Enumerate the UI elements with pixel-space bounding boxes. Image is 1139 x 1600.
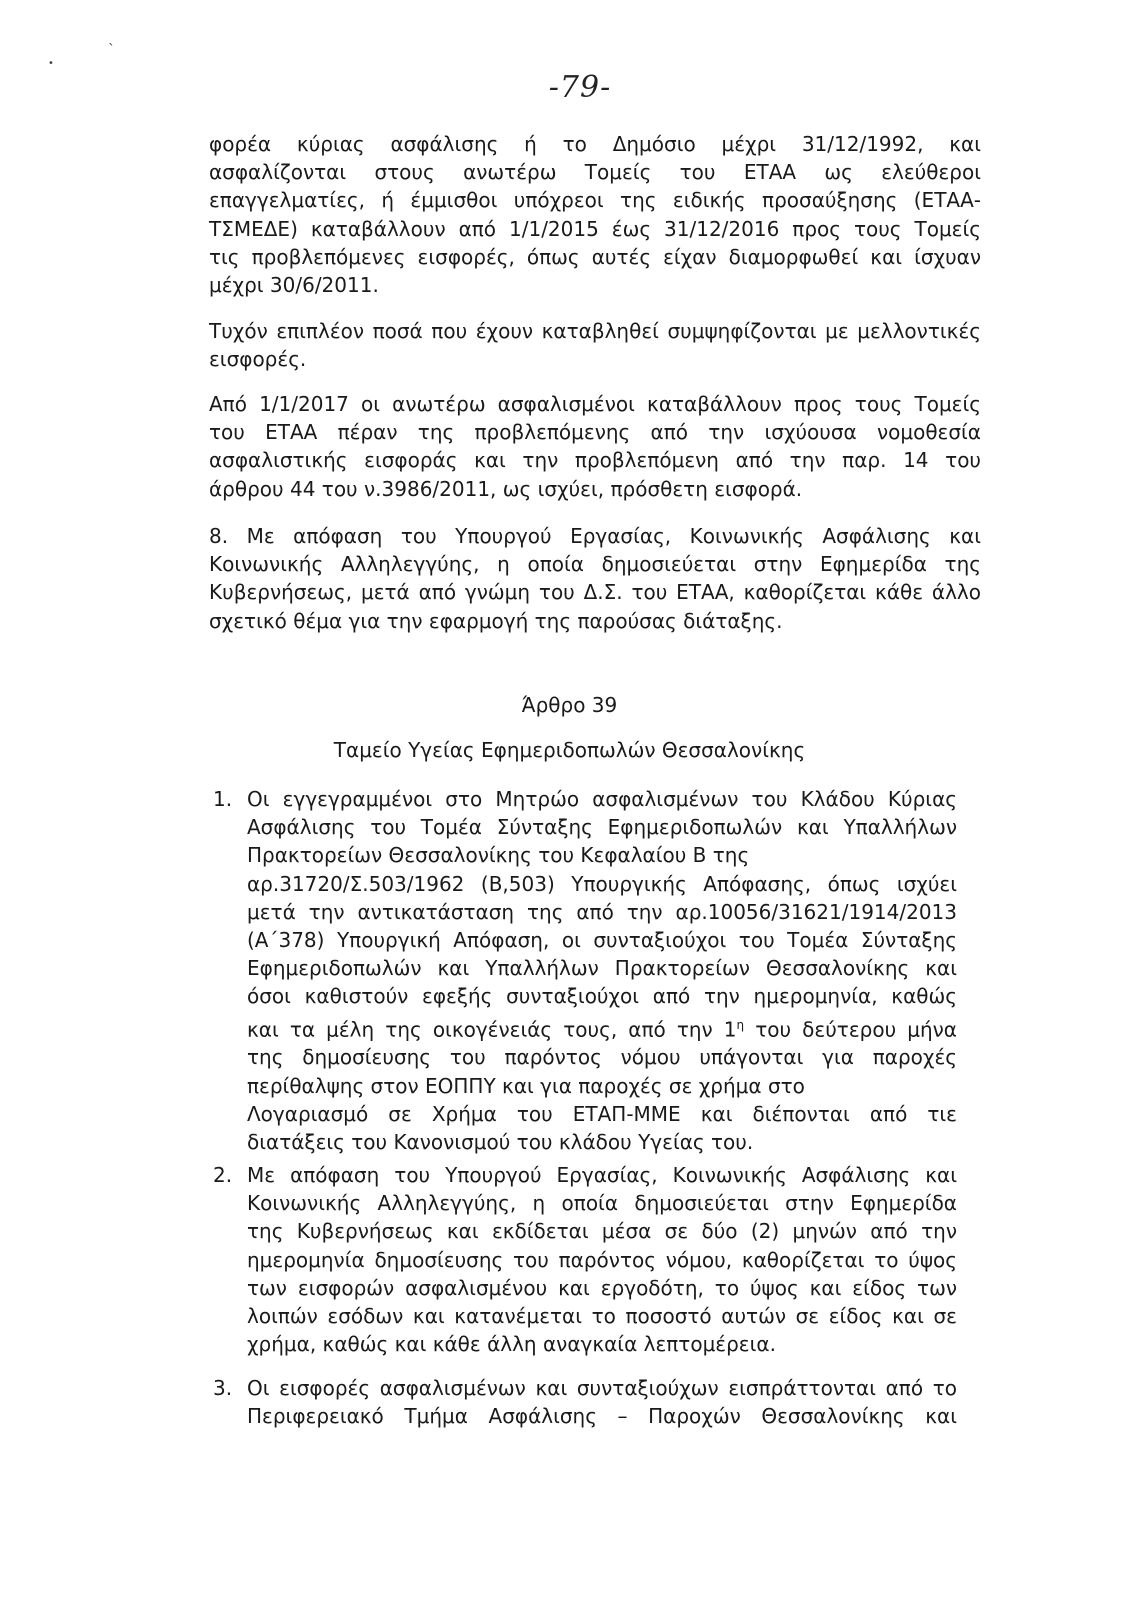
text-line: ημερομηνία δημοσίευσης του παρόντος νόμου, καθορίζεται το ύψος: [247, 1247, 957, 1272]
text-line: Οι εγγεγραμμένοι στο Μητρώο ασφαλισμένων του Κλάδου Κύριας: [247, 787, 957, 811]
text-line: Με απόφαση του Υπουργού Εργασίας, Κοινωνικής Ασφάλισης και: [247, 1163, 957, 1187]
text-line: Εφημεριδοπωλών και Υπαλλήλων Πρακτορείων Θεσσαλονίκης και: [247, 956, 957, 981]
text-line: μετά την αντικατάσταση της από την αρ.10056/31621/1914/2013: [247, 899, 957, 924]
text-line: Πρακτορείων Θεσσαλονίκης του Κεφαλαίου Β της: [247, 843, 750, 868]
text-fragment: του δεύτερου μήνα: [744, 1017, 957, 1042]
text-line: άρθρου 44 του ν.3986/2011, ως ισχύει, πρόσθετη εισφορά.: [209, 476, 803, 501]
text-line: χρήμα, καθώς και κάθε άλλη αναγκαία λεπτομέρεια.: [247, 1332, 776, 1357]
ordinal-superscript: η: [736, 1017, 745, 1032]
text-line: Κοινωνικής Αλληλεγγύης, η οποία δημοσιεύεται στην Εφημερίδα: [247, 1191, 957, 1216]
paragraph-3: [209, 390, 981, 503]
text-line: ασφαλίζονται στους ανωτέρω Τομείς του ΕΤΑΑ ως ελεύθεροι: [209, 160, 981, 185]
text-line: εισφορές.: [209, 347, 307, 372]
paragraph-1: [209, 130, 981, 299]
paragraph-2: [209, 317, 981, 373]
text-line: όσοι καθιστούν εφεξής συνταξιούχοι από την ημερομηνία, καθώς: [247, 984, 957, 1009]
article-heading: Άρθρο 39: [521, 693, 618, 717]
text-line: (Α΄378) Υπουργική Απόφαση, οι συνταξιούχοι του Τομέα Σύνταξης: [247, 928, 957, 953]
text-line: Από 1/1/2017 οι ανωτέρω ασφαλισμένοι καταβάλλουν προς τους Τομείς: [209, 392, 981, 416]
text-line-with-superscript: [247, 1011, 957, 1044]
text-fragment: και τα μέλη της οικογένειάς τους, από την 1: [247, 1017, 737, 1042]
text-line: Ασφάλισης του Τομέα Σύνταξης Εφημεριδοπωλών και Υπαλλήλων: [247, 815, 957, 840]
text-line: τις προβλεπόμενες εισφορές, όπως αυτές είχαν διαμορφωθεί και ίσχυαν: [209, 244, 981, 269]
text-line: ΤΣΜΕΔΕ) καταβάλλουν από 1/1/2015 έως 31/12/2016 προς τους Τομείς: [209, 216, 981, 241]
text-line: επαγγελματίες, ή έμμισθοι υπόχρεοι της ειδικής προσαύξησης (ΕΤΑΑ-: [209, 188, 981, 213]
article-title: Ταμείο Υγείας Εφημεριδοπωλών Θεσσαλονίκης: [333, 738, 806, 762]
list-item-text: [247, 785, 957, 1156]
list-item-text: [247, 1161, 957, 1358]
text-line: Τυχόν επιπλέον ποσά που έχουν καταβληθεί συμψηφίζονται με μελλοντικές: [209, 319, 981, 343]
text-line: λοιπών εσόδων και κατανέμεται το ποσοστό αυτών σε είδος και σε: [247, 1304, 957, 1329]
page-number: -79-: [548, 70, 612, 105]
text-line: φορέα κύριας ασφάλισης ή το Δημόσιο μέχρι 31/12/1992, και: [209, 132, 981, 156]
text-line: ασφαλιστικής εισφοράς και την προβλεπόμενη από την παρ. 14 του: [209, 448, 981, 473]
text-line: διατάξεις του Κανονισμού του κλάδου Υγείας του.: [247, 1130, 754, 1155]
text-line: Λογαριασμό σε Χρήμα του ΕΤΑΠ-ΜΜΕ και διέπονται από τιε: [247, 1101, 957, 1126]
scan-dot: •: [48, 58, 54, 69]
text-line: Οι εισφορές ασφαλισμένων και συνταξιούχων εισπράττονται από το: [247, 1376, 957, 1400]
list-item-text: [247, 1374, 957, 1430]
paragraph-4: [209, 522, 981, 635]
list-item-number: 3.: [213, 1376, 233, 1400]
text-line: σχετικό θέμα για την εφαρμογή της παρούσας διάταξης.: [209, 608, 783, 633]
text-line: Κοινωνικής Αλληλεγγύης, η οποία δημοσιεύεται στην Εφημερίδα της: [209, 552, 981, 577]
text-line: μέχρι 30/6/2011.: [209, 273, 379, 298]
scan-mark: ˎ: [108, 30, 115, 46]
text-line: της δημοσίευσης του παρόντος νόμου υπάγονται για παροχές: [247, 1045, 957, 1070]
list-item-number: 1.: [213, 787, 233, 811]
text-line: Κυβερνήσεως, μετά από γνώμη του Δ.Σ. του ΕΤΑΑ, καθορίζεται κάθε άλλο: [209, 580, 981, 605]
text-line: της Κυβερνήσεως και εκδίδεται μέσα σε δύο (2) μηνών από την: [247, 1219, 957, 1244]
list-item-number: 2.: [213, 1163, 233, 1187]
text-line: περίθαλψης στον ΕΟΠΠΥ και για παροχές σε χρήμα στο: [247, 1073, 805, 1098]
text-line: 8. Με απόφαση του Υπουργού Εργασίας, Κοινωνικής Ασφάλισης και: [209, 524, 981, 548]
text-line: αρ.31720/Σ.503/1962 (Β,503) Υπουργικής Απόφασης, όπως ισχύει: [247, 871, 957, 896]
text-line: του ΕΤΑΑ πέραν της προβλεπόμενης από την ισχύουσα νομοθεσία: [209, 420, 981, 445]
text-line: των εισφορών ασφαλισμένου και εργοδότη, το ύψος και είδος των: [247, 1275, 957, 1300]
text-line: Περιφερειακό Τμήμα Ασφάλισης – Παροχών Θεσσαλονίκης και: [247, 1404, 957, 1429]
